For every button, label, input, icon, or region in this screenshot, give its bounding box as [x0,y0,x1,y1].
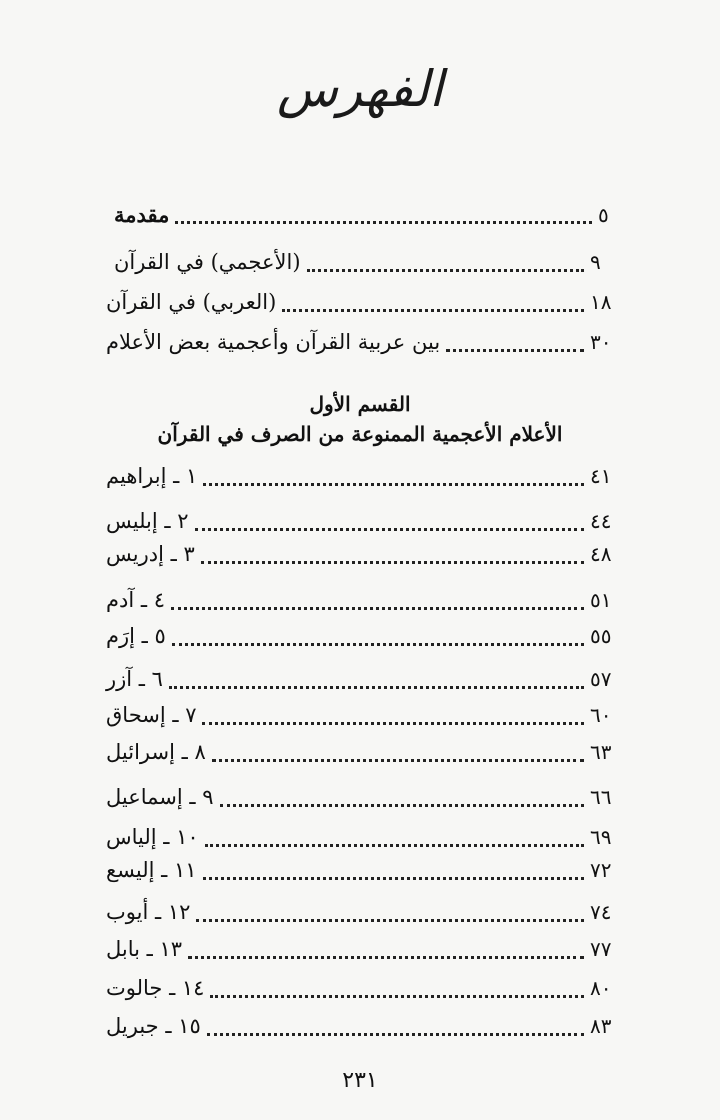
toc-row [108,250,620,284]
toc-page-number: ٤٤ [590,509,612,533]
leader-dots [220,804,584,807]
toc-page-number: ٤١ [590,464,612,488]
toc-row [100,542,620,576]
toc-row [100,509,620,543]
leader-dots [172,643,584,646]
leader-dots [212,759,584,762]
toc-row [100,900,620,934]
toc-page-number: ٤٨ [590,542,612,566]
leader-dots [171,607,584,610]
toc-row [100,1014,620,1048]
toc-row-intro [108,202,628,236]
toc-row [100,290,620,324]
leader-dots [196,919,584,922]
page-number: ٢٣١ [342,1068,378,1093]
toc-page-number: ٩ [590,250,601,274]
toc-label: ٨ ـ إسرائيل [106,740,206,764]
toc-label: ٦ ـ آزر [106,667,163,691]
leader-dots [307,269,584,272]
leader-dots [203,483,584,486]
leader-dots [169,686,584,689]
toc-row [100,588,620,622]
toc-row [100,464,620,498]
toc-label: ١٥ ـ جبريل [106,1014,201,1038]
toc-row [100,825,620,859]
leader-dots [202,722,584,725]
toc-page-number: ٦٦ [590,785,612,809]
leader-dots [282,309,584,312]
toc-label: ١٤ ـ جالوت [106,976,205,1000]
toc-row [100,624,620,658]
toc-page-number: ٥٥ [590,624,612,648]
toc-page-number: ٦٩ [590,825,612,849]
toc-page-number: ٥٧ [590,667,612,691]
toc-page-number: ٧٢ [590,858,612,882]
leader-dots [188,956,584,959]
toc-label: ١٣ ـ بابل [106,937,183,961]
toc-page-number: ٥ [598,203,609,227]
toc-row [100,330,620,364]
toc-page-number: ٦٠ [590,703,612,727]
page-title: الفهرس [276,60,444,118]
toc-row [100,703,620,737]
toc-label: ١٢ ـ أيوب [106,900,191,924]
toc-label: ١١ ـ إليسع [106,858,197,882]
leader-dots [210,995,584,998]
toc-page-number: ٥١ [590,588,612,612]
leader-dots [201,561,584,564]
toc-page-number: ٣٠ [590,330,612,354]
section-subtitle: الأعلام الأعجمية الممنوعة من الصرف في القرآن [157,422,563,446]
toc-label: مقدمة [114,202,170,227]
leader-dots [175,221,592,224]
toc-label: ٣ ـ إدريس [106,542,195,566]
toc-label: ٢ ـ إبليس [106,509,189,533]
toc-row [100,667,620,701]
toc-label: ٧ ـ إسحاق [106,703,197,727]
toc-label: ١ ـ إبراهيم [106,464,198,488]
toc-page-number: ٨٠ [590,976,612,1000]
leader-dots [446,349,584,352]
leader-dots [207,1033,584,1036]
toc-page-number: ٨٣ [590,1014,612,1038]
leader-dots [203,877,584,880]
toc-label: (الأعجمي) في القرآن [114,250,301,274]
toc-label: ١٠ ـ إلياس [106,825,199,849]
toc-row [100,740,620,774]
leader-dots [195,528,584,531]
toc-row [100,976,620,1010]
toc-page-number: ٦٣ [590,740,612,764]
toc-label: ٩ ـ إسماعيل [106,785,214,809]
toc-page-number: ١٨ [590,290,612,314]
toc-row [100,785,620,819]
leader-dots [205,844,584,847]
toc-row [100,937,620,971]
toc-label: ٥ ـ إرَم [106,624,166,648]
toc-label: بين عربية القرآن وأعجمية بعض الأعلام [106,330,441,354]
toc-label: ٤ ـ آدم [106,588,165,612]
toc-page-number: ٧٤ [590,900,612,924]
toc-label: (العربي) في القرآن [106,290,277,314]
toc-row [100,858,620,892]
toc-page-number: ٧٧ [590,937,612,961]
section-title: القسم الأول [309,392,411,416]
